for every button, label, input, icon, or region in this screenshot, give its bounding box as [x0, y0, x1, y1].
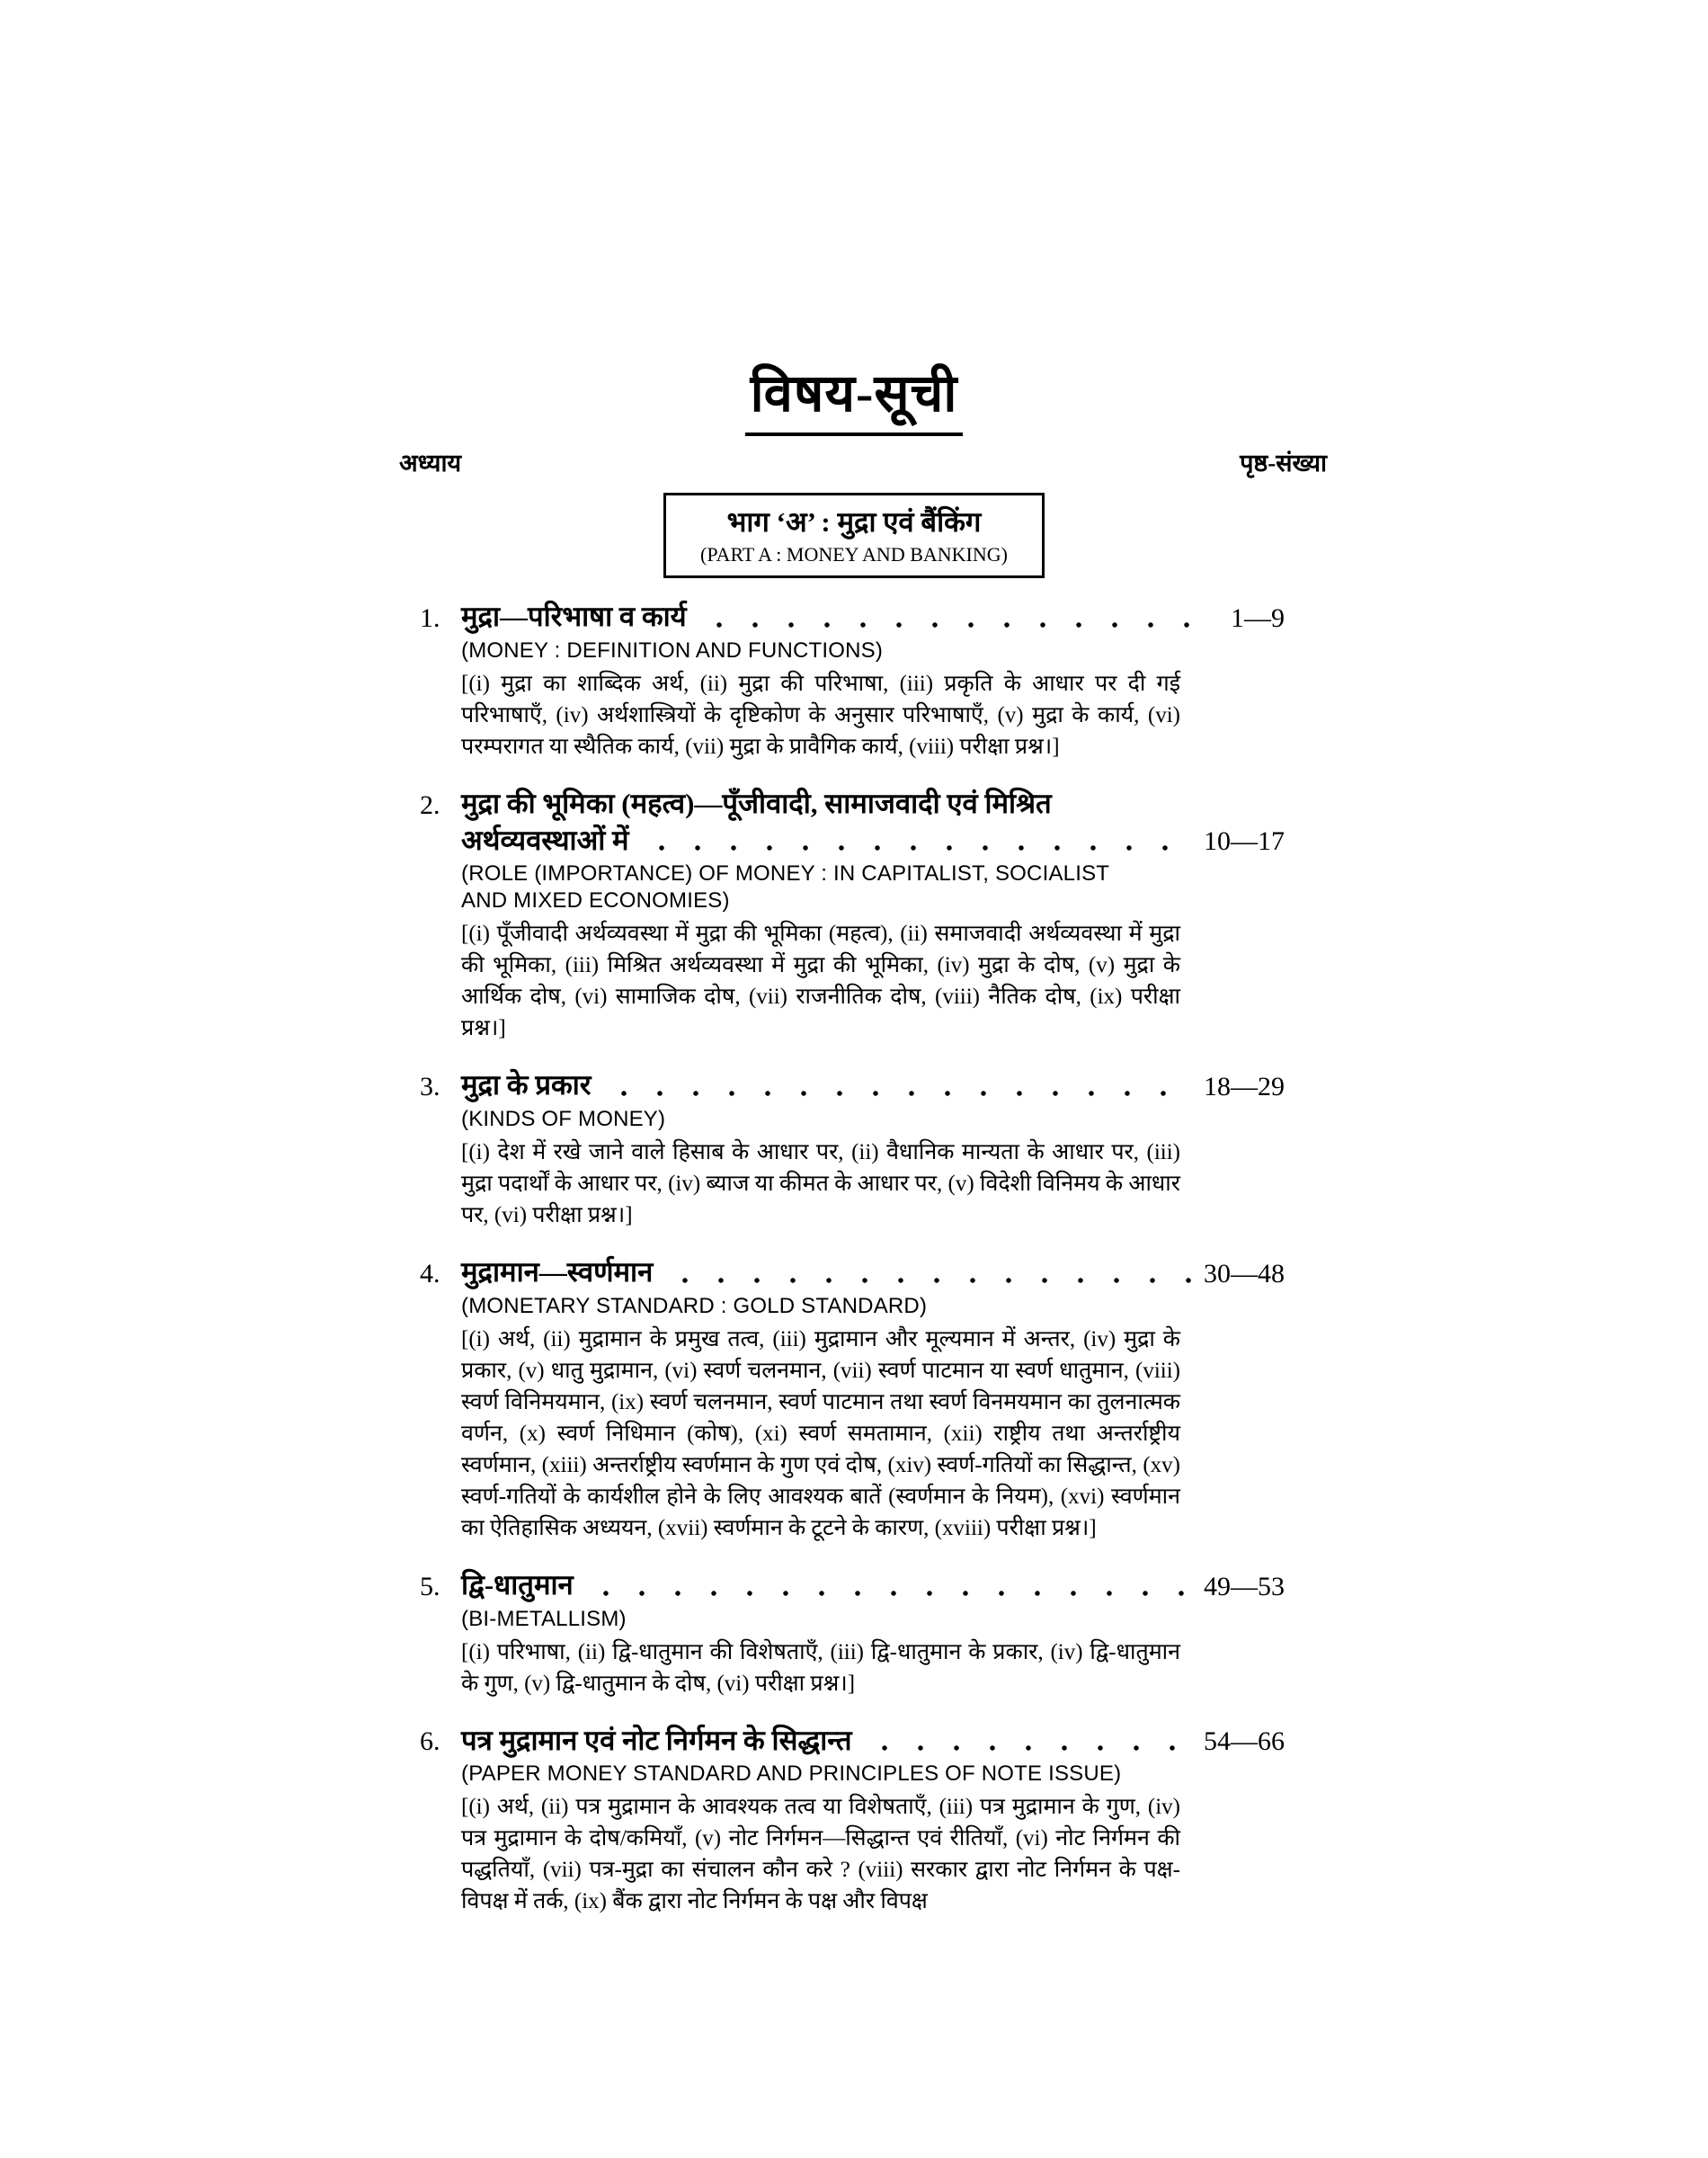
toc-entry	[420, 1568, 1285, 1699]
toc-entry	[420, 787, 1285, 1045]
entry-title-row	[420, 1568, 1285, 1603]
dot-leader	[588, 1574, 1193, 1601]
entry-number: 3.	[420, 1072, 440, 1102]
part-a-box	[663, 493, 1045, 578]
dot-leader	[667, 1262, 1193, 1289]
entry-number: 1.	[420, 602, 440, 633]
page-title-wrap	[0, 0, 1708, 436]
entry-topics: [(i) देश में रखे जाने वाले हिसाब के आधार पर, (ii) वैधानिक मान्यता के आधार पर, (iii) मुद्रा पदार्थों के आधार पर, (iv) ब्याज या कीमत के आधार पर, (v) विदेशी विनिमय के आधार पर, (vi) परीक्षा प्रश्न।]	[461, 1140, 1180, 1228]
page-title: विषय-सूची	[745, 367, 964, 436]
entry-topics: [(i) परिभाषा, (ii) द्वि-धातुमान की विशेषताएँ, (iii) द्वि-धातुमान के प्रकार, (iv) द्वि-धातुमान के गुण, (v) द्वि-धातुमान के दोष, (vi) परीक्षा प्रश्न।]	[461, 1639, 1180, 1696]
entry-title: द्वि-धातुमान	[461, 1568, 574, 1601]
entry-subtitle-english: (PAPER MONEY STANDARD AND PRINCIPLES OF NOTE ISSUE)	[461, 1761, 1122, 1787]
entry-topics: [(i) पूँजीवादी अर्थव्यवस्था में मुद्रा की भूमिका (महत्व), (ii) समाजवादी अर्थव्यवस्था में मुद्रा की भूमिका, (iii) मिश्रित अर्थव्यवस्था में मुद्रा की भूमिका, (iv) मुद्रा के दोष, (v) मुद्रा के आर्थिक दोष, (vi) सामाजिक दोष, (vii) राजनीतिक दोष, (viii) नैतिक दोष, (ix) परीक्षा प्रश्न।]	[461, 922, 1180, 1041]
entry-title: मुद्रामान—स्वर्णमान	[461, 1256, 654, 1289]
entry-subtitle-english: (MONETARY STANDARD : GOLD STANDARD)	[461, 1293, 928, 1318]
entry-title-line1-row	[420, 787, 1285, 822]
dot-leader	[644, 829, 1193, 856]
entry-title-row	[420, 824, 1285, 859]
entry-subtitle-english: (ROLE (IMPORTANCE) OF MONEY : IN CAPITALIST, SOCIALIST AND MIXED ECONOMIES)	[461, 861, 1109, 914]
toc-entry	[420, 1724, 1285, 1918]
entry-subtitle-english: (BI-METALLISM)	[461, 1606, 627, 1631]
dot-leader	[606, 1075, 1194, 1101]
part-a-title-hindi: भाग ‘अ’ : मुद्रा एवं बैंकिंग	[726, 505, 982, 538]
entry-title-continued: अर्थव्यवस्थाओं में	[461, 824, 629, 856]
entry-page-range: 18—29	[1204, 1072, 1285, 1102]
entry-title-row	[420, 1255, 1285, 1290]
toc-entry	[420, 600, 1285, 762]
entry-title-row	[420, 1068, 1285, 1103]
entry-topics: [(i) अर्थ, (ii) पत्र मुद्रामान के आवश्यक तत्व या विशेषताएँ, (iii) पत्र मुद्रामान के गुण, (iv) पत्र मुद्रामान के दोष/कमियाँ, (v) नोट निर्गमन—सिद्धान्त एवं रीतियाँ, (vi) नोट निर्गमन की पद्धतियाँ, (vii) पत्र-मुद्रा का संचालन कौन करे ? (viii) सरकार द्वारा नोट निर्गमन के पक्ष-विपक्ष में तर्क, (ix) बैंक द्वारा नोट निर्गमन के पक्ष और विपक्ष	[461, 1795, 1180, 1914]
entry-page-range: 1—9	[1231, 602, 1285, 633]
entry-subtitle-english: (MONEY : DEFINITION AND FUNCTIONS)	[461, 638, 884, 663]
entry-page-range: 49—53	[1204, 1571, 1285, 1601]
entry-number: 5.	[420, 1571, 440, 1601]
entry-topics: [(i) अर्थ, (ii) मुद्रामान के प्रमुख तत्व, (iii) मुद्रामान और मूल्यमान में अन्तर, (iv) मुद्रा के प्रकार, (v) धातु मुद्रामान, (vi) स्वर्ण चलनमान, (vii) स्वर्ण पाटमान या स्वर्ण धातुमान, (viii) स्वर्ण विनिमयमान, (ix) स्वर्ण चलनमान, स्वर्ण पाटमान तथा स्वर्ण विनमयमान का तुलनात्मक वर्णन, (x) स्वर्ण निधिमान (कोष), (xi) स्वर्ण समतामान, (xii) राष्ट्रीय तथा अन्तर्राष्ट्रीय स्वर्णमान, (xiii) अन्तर्राष्ट्रीय स्वर्णमान के गुण एवं दोष, (xiv) स्वर्ण-गतियों का सिद्धान्त, (xv) स्वर्ण-गतियों के कार्यशील होने के लिए आवश्यक बातें (स्वर्णमान के नियम), (xvi) स्वर्णमान का ऐतिहासिक अध्ययन, (xvii) स्वर्णमान के टूटने के कारण, (xviii) परीक्षा प्रश्न।]	[461, 1326, 1180, 1540]
dot-leader	[867, 1729, 1194, 1756]
entry-title: मुद्रा—परिभाषा व कार्य	[461, 601, 687, 633]
toc-entry	[420, 1255, 1285, 1544]
chapter-column-header: अध्याय	[399, 449, 462, 477]
entry-number: 4.	[420, 1258, 440, 1289]
entry-title-row	[420, 600, 1285, 635]
entry-title: पत्र मुद्रामान एवं नोट निर्गमन के सिद्धान्त	[461, 1724, 852, 1756]
entry-page-range: 54—66	[1204, 1726, 1285, 1757]
entry-page-range: 30—48	[1204, 1258, 1285, 1289]
toc-entries	[420, 600, 1285, 1917]
dot-leader	[701, 606, 1220, 633]
entry-title-row	[420, 1724, 1285, 1759]
part-a-title-english: (PART A : MONEY AND BANKING)	[700, 542, 1008, 566]
entry-number: 2.	[420, 789, 440, 820]
page-number-column-header: पृष्ठ-संख्या	[1240, 449, 1327, 477]
entry-number: 6.	[420, 1726, 440, 1757]
entry-title: मुद्रा के प्रकार	[461, 1069, 592, 1101]
toc-entry	[420, 1068, 1285, 1231]
column-headers	[399, 445, 1327, 478]
entry-topics: [(i) मुद्रा का शाब्दिक अर्थ, (ii) मुद्रा की परिभाषा, (iii) प्रकृति के आधार पर दी गई परिभाषाएँ, (iv) अर्थशास्त्रियों के दृष्टिकोण के अनुसार परिभाषाएँ, (v) मुद्रा के कार्य, (vi) परम्परागत या स्थैतिक कार्य, (vii) मुद्रा के प्रावैगिक कार्य, (viii) परीक्षा प्रश्न।]	[461, 671, 1180, 759]
entry-page-range: 10—17	[1204, 826, 1285, 857]
entry-title: मुद्रा की भूमिका (महत्व)—पूँजीवादी, सामाजवादी एवं मिश्रित	[461, 787, 1052, 819]
entry-subtitle-english: (KINDS OF MONEY)	[461, 1107, 666, 1132]
